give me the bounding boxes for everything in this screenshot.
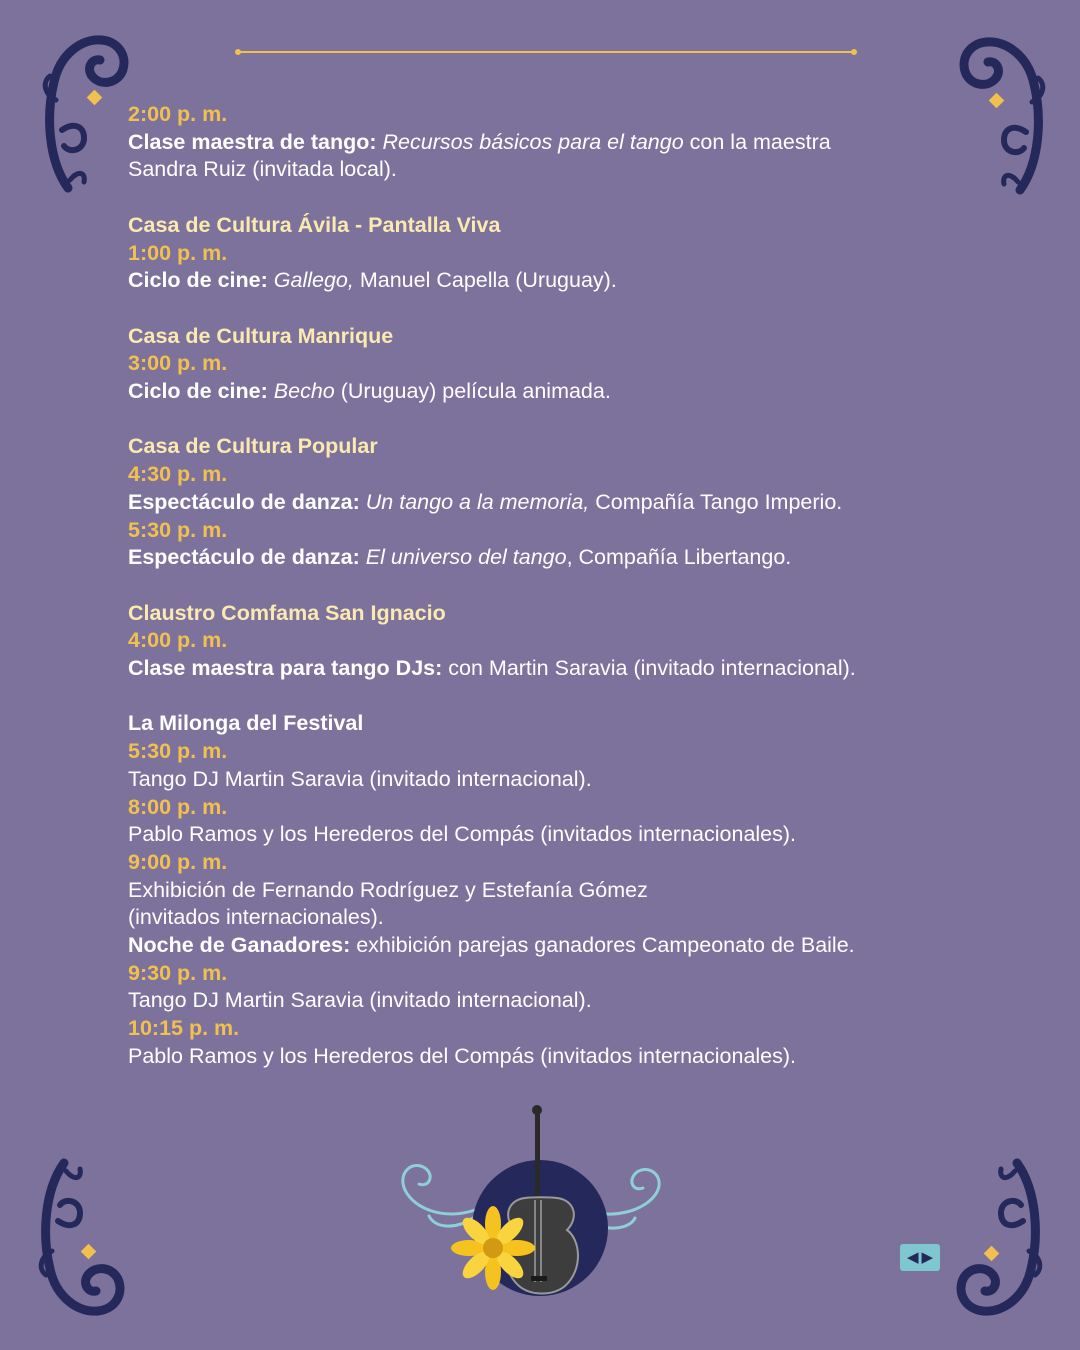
- arrow-left-icon[interactable]: ◀: [906, 1249, 919, 1266]
- event-time: 10:15 p. m.: [128, 1016, 240, 1041]
- event-label: Ciclo de cine:: [128, 268, 268, 293]
- event-label: Noche de Ganadores:: [128, 933, 351, 958]
- venue-title: Casa de Cultura Popular: [128, 434, 378, 459]
- double-bass-sunflower-icon: [385, 1100, 675, 1300]
- event-label: Espectáculo de danza:: [128, 545, 360, 570]
- ornament-flourish-icon: [36, 1156, 126, 1321]
- ornament-flourish-icon: [40, 30, 130, 195]
- event-label: Ciclo de cine:: [128, 379, 268, 403]
- event-title: Becho: [273, 379, 335, 403]
- event-detail: Tango DJ Martin Saravia (invitado internacional).: [128, 988, 592, 1013]
- event-description: [128, 544, 1008, 572]
- venue-title: Casa de Cultura Ávila - Pantalla Viva: [128, 212, 501, 237]
- event-time: 5:30 p. m.: [128, 739, 228, 764]
- event-time: 2:00 p. m.: [128, 102, 228, 126]
- event-detail: Tango DJ Martin Saravia (invitado internacional).: [128, 766, 592, 791]
- event-description: [128, 489, 1008, 517]
- event-description: [128, 267, 1008, 295]
- prev-next-arrows-icon[interactable]: [900, 1244, 940, 1271]
- event-label: Clase maestra de tango:: [128, 129, 377, 154]
- event-detail: Sandra Ruiz (invitada local).: [128, 157, 397, 182]
- venue-title: Casa de Cultura Manrique: [128, 323, 394, 348]
- event-detail: (invitados internacionales).: [128, 905, 384, 930]
- event-description: [128, 129, 1008, 157]
- event-detail: Manuel Capella (Uruguay).: [359, 268, 617, 293]
- event-time: 8:00 p. m.: [128, 794, 228, 819]
- event-title: Recursos básicos para el tango: [382, 129, 684, 154]
- event-time: 1:00 p. m.: [128, 240, 228, 265]
- event-detail: (Uruguay) película animada.: [340, 379, 611, 403]
- event-time: 9:00 p. m.: [128, 849, 228, 874]
- event-time: 3:00 p. m.: [128, 351, 228, 376]
- venue-title: La Milonga del Festival: [128, 711, 364, 736]
- event-detail: con la maestra: [689, 129, 831, 154]
- event-detail: , Compañía Libertango.: [566, 545, 792, 570]
- event-title: Un tango a la memoria,: [365, 489, 590, 514]
- event-detail: Pablo Ramos y los Herederos del Compás (invitados internacionales).: [128, 1043, 797, 1068]
- event-title: Gallego,: [273, 268, 354, 293]
- ornament-flourish-icon: [955, 1156, 1045, 1321]
- event-time: 5:30 p. m.: [128, 517, 228, 542]
- event-time: 9:30 p. m.: [128, 960, 228, 985]
- event-title: El universo del tango: [365, 545, 567, 570]
- event-time: 4:00 p. m.: [128, 628, 228, 653]
- event-detail: Pablo Ramos y los Herederos del Compás (invitados internacionales).: [128, 822, 797, 847]
- event-detail: Exhibición de Fernando Rodríguez y Estefanía Gómez: [128, 877, 648, 902]
- schedule-content: [128, 101, 1008, 1071]
- event-detail: con Martin Saravia (invitado internacional).: [448, 656, 856, 680]
- event-detail: exhibición parejas ganadores Campeonato de Baile.: [356, 933, 855, 958]
- event-detail: Compañía Tango Imperio.: [595, 489, 843, 514]
- event-label: Clase maestra para tango DJs:: [128, 656, 443, 680]
- event-label: Espectáculo de danza:: [128, 489, 360, 514]
- event-description: [128, 932, 1008, 960]
- arrow-right-icon[interactable]: ▶: [921, 1249, 934, 1266]
- event-description: [128, 655, 1008, 683]
- venue-title: Claustro Comfama San Ignacio: [128, 600, 446, 625]
- event-time: 4:30 p. m.: [128, 462, 228, 487]
- top-divider: [238, 51, 854, 53]
- event-description: [128, 378, 1008, 406]
